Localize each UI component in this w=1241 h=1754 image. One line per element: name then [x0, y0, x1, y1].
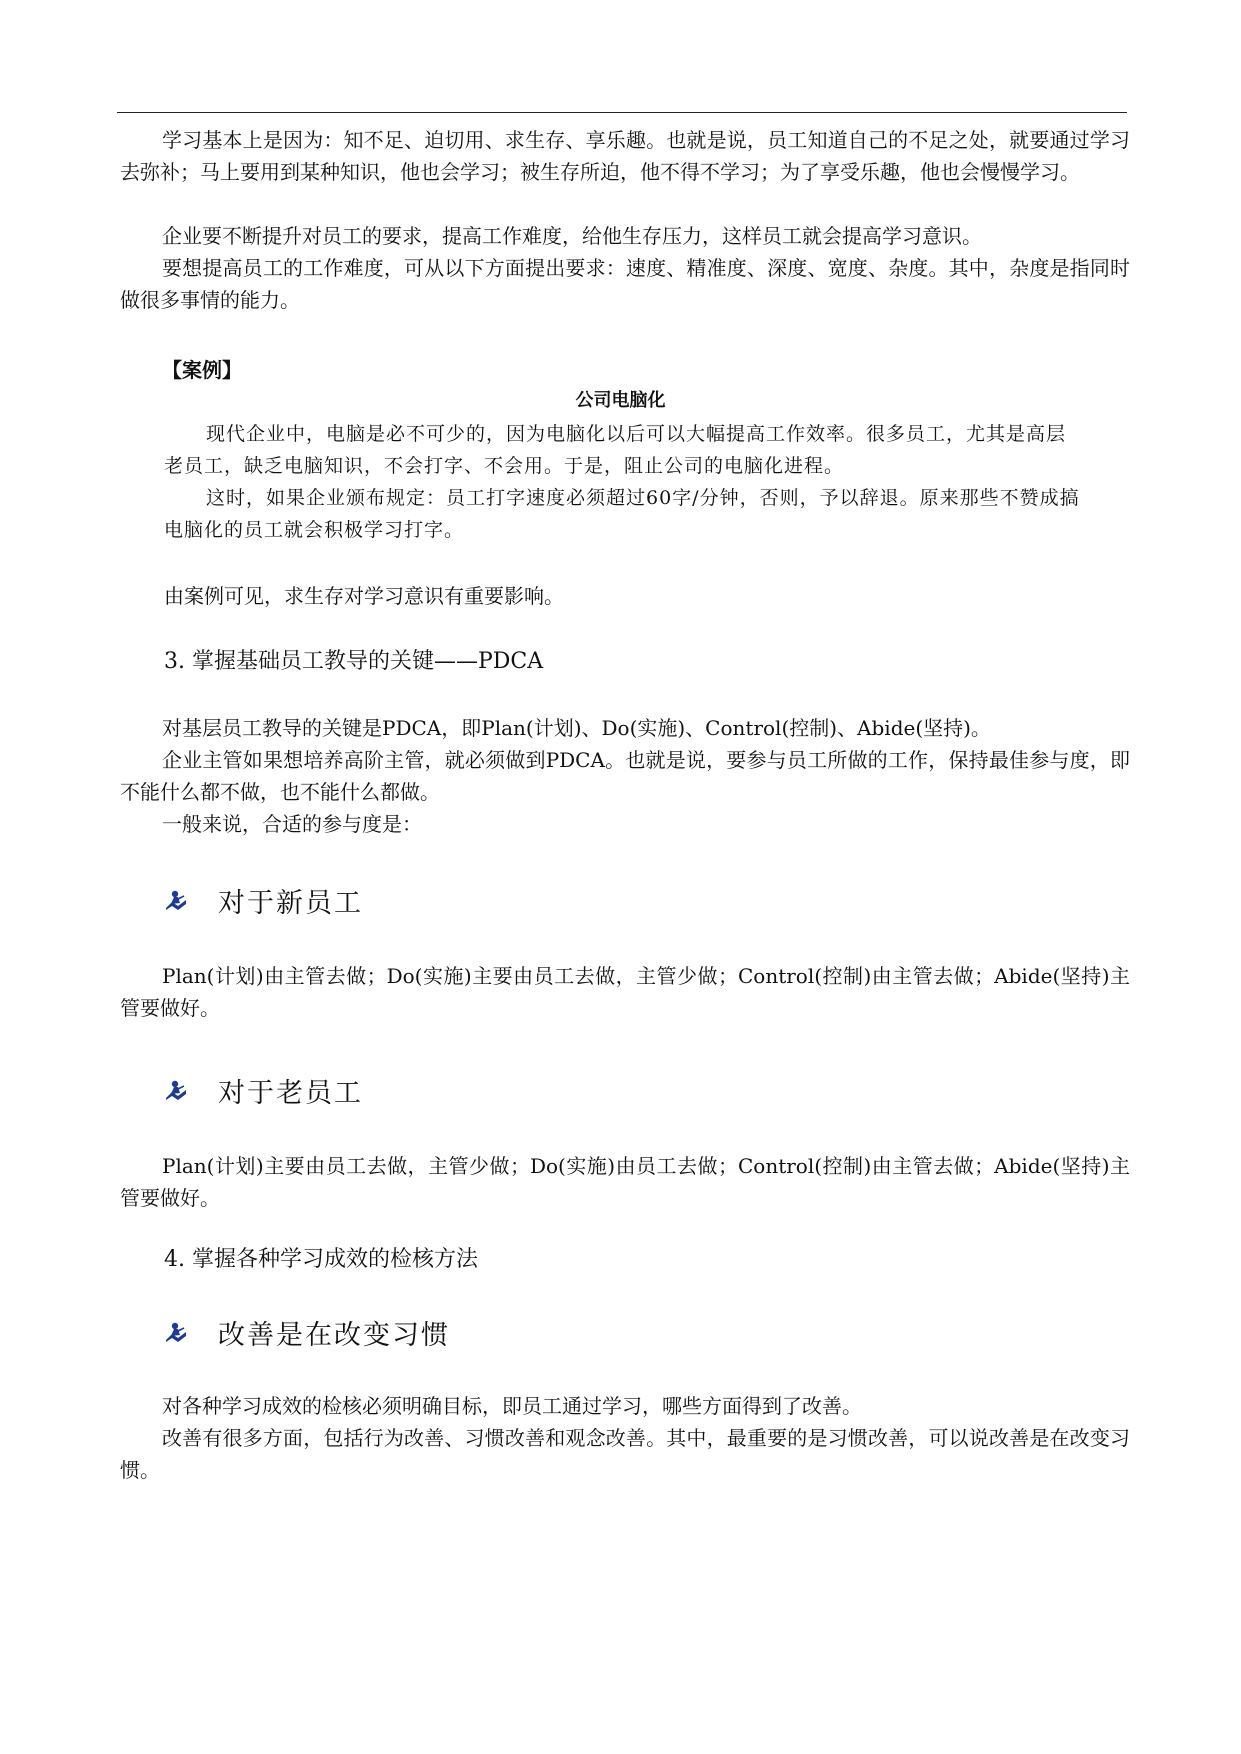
bullet-improvement-label: 改善是在改变习惯 [218, 1319, 450, 1351]
bullet-old-employee-label: 对于老员工 [218, 1077, 363, 1109]
reader-figure-icon [164, 888, 188, 912]
section-3-paragraph-2: 企业主管如果想培养高阶主管，就必须做到PDCA。也就是说，要参与员工所做的工作，保持最佳参与度，即不能什么都不做，也不能什么都做。 [120, 748, 1130, 804]
case-title: 公司电脑化 [575, 390, 666, 411]
bullet-new-employee [164, 880, 363, 920]
section-4-heading: 4. 掌握各种学习成效的检核方法 [164, 1247, 478, 1272]
paragraph-raise-requirements: 企业要不断提升对员工的要求，提高工作难度，给他生存压力，这样员工就会提高学习意识。 [162, 224, 982, 248]
paragraph-work-difficulty: 要想提高员工的工作难度，可从以下方面提出要求：速度、精准度、深度、宽度、杂度。其中，杂度是指同时做很多事情的能力。 [120, 256, 1130, 312]
bullet-old-employee [164, 1070, 363, 1110]
section-3-paragraph-3: 一般来说，合适的参与度是： [162, 812, 422, 836]
old-employee-text: Plan(计划)主要由员工去做，主管少做；Do(实施)由员工去做；Control(控制)由主管去做；Abide(坚持)主管要做好。 [120, 1154, 1130, 1210]
case-conclusion: 由案例可见，求生存对学习意识有重要影响。 [164, 584, 564, 608]
paragraph-learning-reasons: 学习基本上是因为：知不足、迫切用、求生存、享乐趣。也就是说，员工知道自己的不足之处，就要通过学习去弥补；马上要用到某种知识，他也会学习；被生存所迫，他不得不学习；为了享受乐趣，他也会慢慢学习。 [120, 128, 1130, 184]
case-paragraph-1: 现代企业中，电脑是必不可少的，因为电脑化以后可以大幅提高工作效率。很多员工，尤其是高层老员工，缺乏电脑知识，不会打字、不会用。于是，阻止公司的电脑化进程。 [164, 423, 1067, 477]
section-3-heading: 3. 掌握基础员工教导的关键——PDCA [164, 649, 544, 674]
bullet-new-employee-label: 对于新员工 [218, 887, 363, 919]
reader-figure-icon [164, 1078, 188, 1102]
bullet-improvement [164, 1312, 450, 1352]
new-employee-text: Plan(计划)由主管去做；Do(实施)主要由员工去做，主管少做；Control(控制)由主管去做；Abide(坚持)主管要做好。 [120, 964, 1130, 1020]
case-paragraph-2: 这时，如果企业颁布规定：员工打字速度必须超过60字/分钟，否则，予以辞退。原来那些不赞成搞电脑化的员工就会积极学习打字。 [164, 487, 1080, 541]
case-label: 【案例】 [162, 358, 242, 382]
section-3-paragraph-1: 对基层员工教导的关键是PDCA，即Plan(计划)、Do(实施)、Control(控制)、Abide(坚持)。 [162, 716, 991, 740]
header-rule [117, 112, 1127, 113]
section-4-paragraph-2: 改善有很多方面，包括行为改善、习惯改善和观念改善。其中，最重要的是习惯改善，可以说改善是在改变习惯。 [120, 1426, 1130, 1482]
section-4-paragraph-1: 对各种学习成效的检核必须明确目标，即员工通过学习，哪些方面得到了改善。 [162, 1394, 862, 1418]
reader-figure-icon [164, 1320, 188, 1344]
